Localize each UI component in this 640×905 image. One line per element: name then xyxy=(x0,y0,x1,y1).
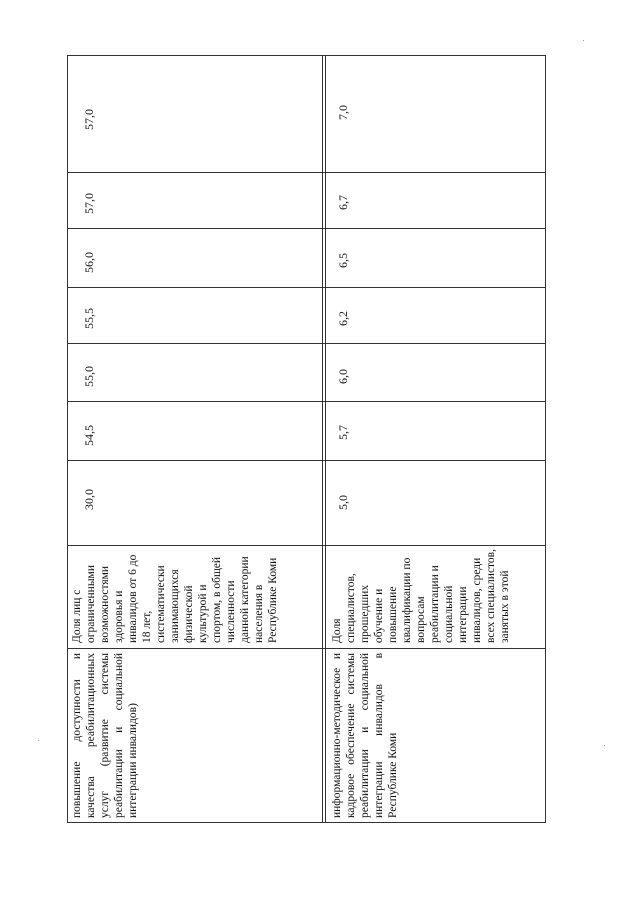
table-divider-between-rows-2 xyxy=(325,55,326,823)
table-border-left xyxy=(67,55,68,823)
row2-indicator-cell xyxy=(330,547,548,643)
scan-speck xyxy=(583,40,584,41)
row2-value-2: 5,7 xyxy=(336,425,350,440)
scan-speck xyxy=(604,745,605,746)
column-divider-5 xyxy=(67,401,546,402)
row1-value-6: 57,0 xyxy=(82,193,96,214)
row2-direction-cell xyxy=(330,653,435,818)
column-divider-7 xyxy=(67,545,546,546)
row1-value-7: 57,0 xyxy=(82,109,96,130)
row2-value-5: 6,5 xyxy=(336,253,350,268)
table-border-top xyxy=(67,55,546,56)
scan-speck xyxy=(38,740,39,741)
row1-value-1: 30,0 xyxy=(82,489,96,510)
row2-value-3: 6,0 xyxy=(336,369,350,384)
row1-value-5: 56,0 xyxy=(82,252,96,273)
column-divider-4 xyxy=(67,343,546,344)
row1-value-3: 55,0 xyxy=(82,366,96,387)
row1-indicator-text: Доля лиц с ограниченными возможностями здоровья и инвалидов от 6 до 18 лет, систематически занимающихся физической культурой и спортом, в общей численности данной категории населения в Республике Коми xyxy=(71,554,279,643)
row1-direction-cell xyxy=(70,653,180,818)
row2-indicator-text: Доля специалистов, прошедших обучение и повышение квалификации по вопросам реабилитации и социальной интеграции инвалидов, среди всех специалистов, занятых в этой xyxy=(331,549,511,643)
table-divider-between-rows xyxy=(322,55,323,823)
row2-value-1: 5,0 xyxy=(336,495,350,510)
column-divider-8 xyxy=(67,648,546,649)
row1-value-4: 55,5 xyxy=(82,308,96,329)
row1-value-2: 54,5 xyxy=(82,425,96,446)
row1-direction-text: повышение доступности и качества реабилитационных услуг (развитие системы реабилитации и социальной интеграции инвалидов) xyxy=(71,653,139,818)
column-divider-2 xyxy=(67,228,546,229)
column-divider-6 xyxy=(67,460,546,461)
row2-direction-text: информационно-методическое и кадровое обеспечение системы реабилитации и социальной интеграции инвалидов в Республике Коми xyxy=(331,653,399,818)
row2-value-7: 7,0 xyxy=(336,105,350,120)
row2-value-6: 6,7 xyxy=(336,195,350,210)
column-divider-1 xyxy=(67,172,546,173)
column-divider-3 xyxy=(67,287,546,288)
table-border-bottom xyxy=(67,822,546,823)
row1-indicator-cell xyxy=(70,547,320,643)
table-border-right xyxy=(545,55,546,823)
row2-value-4: 6,2 xyxy=(336,311,350,326)
